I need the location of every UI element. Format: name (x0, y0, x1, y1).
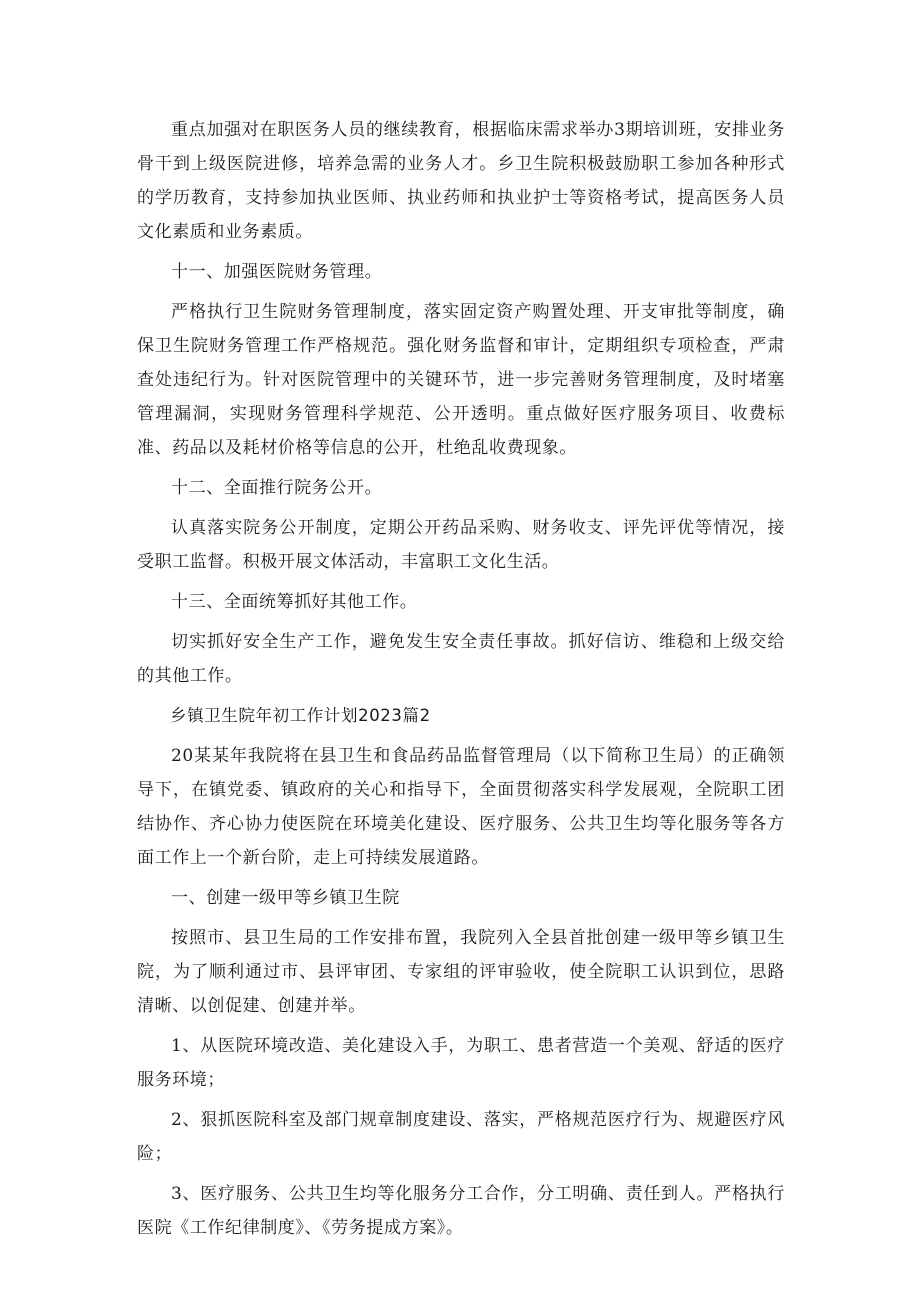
paragraph-openness: 认真落实院务公开制度，定期公开药品采购、财务收支、评先评优等情况，接受职工监督。积极开展文体活动，丰富职工文化生活。 (137, 518, 785, 572)
paragraph-other-work: 切实抓好安全生产工作，避免发生安全责任事故。抓好信访、维稳和上级交给的其他工作。 (137, 632, 785, 686)
section-heading-openness: 十二、全面推行院务公开。 (171, 478, 383, 498)
paragraph-first-class: 按照市、县卫生局的工作安排布置，我院列入全县首批创建一级甲等乡镇卫生院，为了顺利通过市、县评审团、专家组的评审验收，使全院职工认识到位，思路清晰、以创促建、创建并举。 (137, 928, 785, 1016)
section-heading-finance: 十一、加强医院财务管理。 (171, 262, 383, 282)
document-subtitle: 乡镇卫生院年初工作计划2023篇2 (170, 706, 431, 725)
list-item-3: 3、医疗服务、公共卫生均等化服务分工合作，分工明确、责任到人。严格执行医院《工作纪律制度》、《劳务提成方案》。 (137, 1184, 785, 1238)
section-heading-first-class: 一、创建一级甲等乡镇卫生院 (171, 888, 400, 908)
section-heading-other-work: 十三、全面统筹抓好其他工作。 (171, 592, 418, 612)
paragraph-continuing-education: 重点加强对在职医务人员的继续教育，根据临床需求举办3期培训班，安排业务骨干到上级医院进修，培养急需的业务人才。乡卫生院积极鼓励职工参加各种形式的学历教育，支持参加执业医师、执业药师和执业护士等资格考试，提高医务人员文化素质和业务素质。 (137, 120, 785, 242)
document-body (137, 113, 785, 1251)
paragraph-finance: 严格执行卫生院财务管理制度，落实固定资产购置处理、开支审批等制度，确保卫生院财务管理工作严格规范。强化财务监督和审计，定期组织专项检查，严肃查处违纪行为。针对医院管理中的关键环节，进一步完善财务管理制度，及时堵塞管理漏洞，实现财务管理科学规范、公开透明。重点做好医疗服务项目、收费标准、药品以及耗材价格等信息的公开，杜绝乱收费现象。 (137, 302, 785, 458)
paragraph-intro: 20某某年我院将在县卫生和食品药品监督管理局（以下简称卫生局）的正确领导下，在镇党委、镇政府的关心和指导下，全面贯彻落实科学发展观，全院职工团结协作、齐心协力使医院在环境美化建设、医疗服务、公共卫生均等化服务等各方面工作上一个新台阶，走上可持续发展道路。 (137, 746, 785, 868)
list-item-2: 2、狠抓医院科室及部门规章制度建设、落实，严格规范医疗行为、规避医疗风险； (137, 1110, 785, 1164)
list-item-1: 1、从医院环境改造、美化建设入手，为职工、患者营造一个美观、舒适的医疗服务环境； (137, 1036, 785, 1090)
